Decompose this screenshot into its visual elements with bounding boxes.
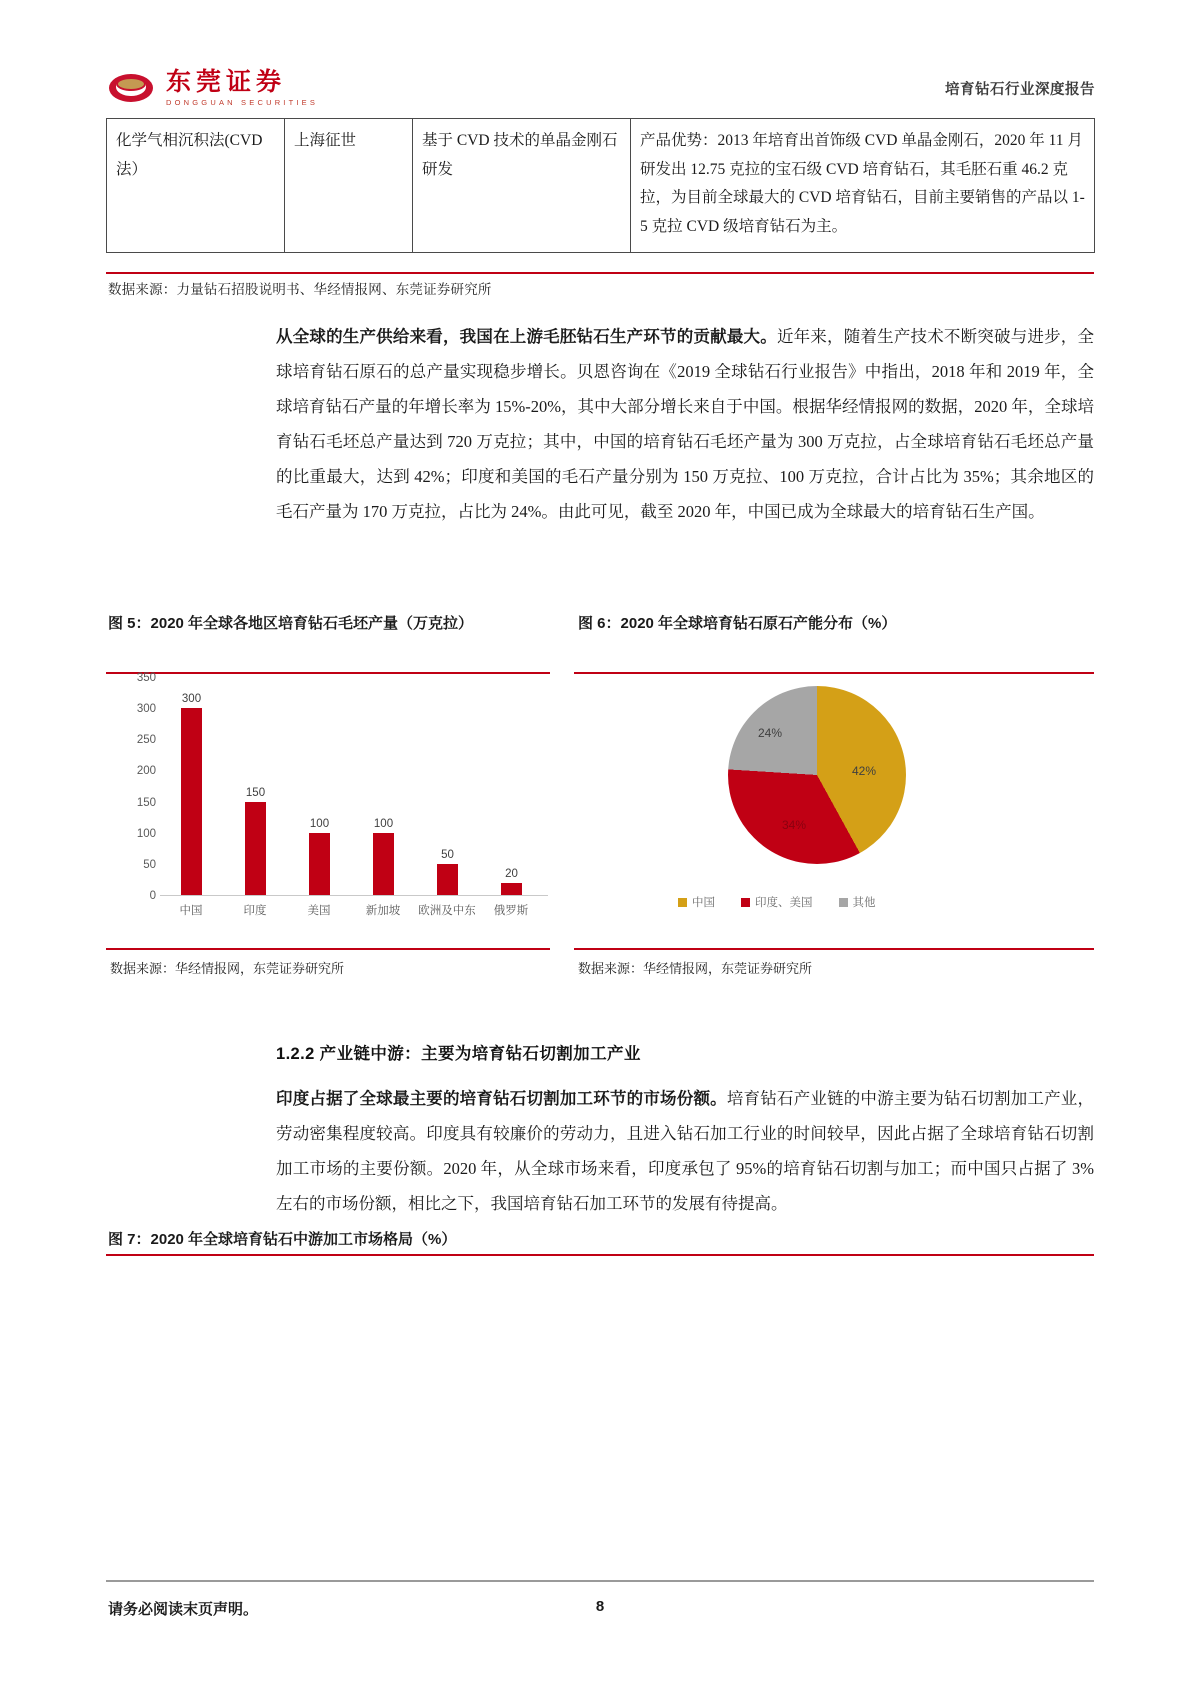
logo-text: [166, 70, 318, 107]
main-paragraph: [276, 320, 1094, 530]
legend-swatch-icon: [839, 898, 848, 907]
bar-column: [181, 678, 202, 895]
bar-column: [501, 678, 522, 895]
bar-column: [373, 678, 394, 895]
x-tick-label: 新加坡: [365, 905, 401, 917]
page-header: [105, 62, 1095, 114]
page-number: 8: [595, 1598, 605, 1615]
legend-item-other: [839, 894, 876, 910]
cvd-table: [106, 118, 1095, 253]
legend-item-india-us: [741, 894, 813, 910]
section-paragraph-lead: 印度占据了全球最主要的培育钻石切割加工环节的市场份额。: [276, 1089, 727, 1108]
table-bottom-rule: [106, 272, 1094, 274]
bar-column: [437, 678, 458, 895]
figure6-caption: 图 6：2020 年全球培育钻石原石产能分布（%）: [578, 615, 897, 632]
pie-slice-label-india-us: 34%: [782, 818, 807, 832]
figure7-rule: [106, 1254, 1094, 1256]
figure5-caption: 图 5：2020 年全球各地区培育钻石毛坯产量（万克拉）: [108, 615, 474, 632]
y-tick: 150: [136, 796, 156, 809]
section-heading: 1.2.2 产业链中游：主要为培育钻石切割加工产业: [276, 1045, 641, 1063]
bar-value-label: 20: [505, 867, 518, 880]
bar: [373, 833, 394, 895]
x-tick-label: 美国: [307, 905, 331, 917]
x-tick-label: 印度: [243, 905, 267, 917]
legend-swatch-icon: [741, 898, 750, 907]
bar: [501, 883, 522, 896]
figure7-caption: 图 7：2020 年全球培育钻石中游加工市场格局（%）: [108, 1231, 457, 1248]
logo-chinese-name: 东莞证券: [166, 68, 287, 96]
y-tick: 50: [143, 858, 156, 871]
pie-slice-label-china: 42%: [852, 764, 877, 778]
x-tick-label: 中国: [179, 905, 203, 917]
table-row: [107, 119, 1095, 253]
legend-swatch-icon: [678, 898, 687, 907]
pie-slice-label-other: 24%: [758, 726, 783, 740]
paragraph-lead: 从全球的生产供给来看，我国在上游毛胚钻石生产环节的贡献最大。: [276, 327, 777, 346]
logo-english-name: DONGGUAN SECURITIES: [166, 97, 319, 107]
report-title: 培育钻石行业深度报告: [945, 81, 1095, 98]
logo-mark-icon: [105, 70, 157, 106]
bar: [245, 802, 266, 895]
bar-value-label: 150: [245, 786, 266, 799]
x-tick-label: 欧洲及中东: [418, 905, 476, 917]
bar-chart-plot: [160, 678, 548, 896]
bar-value-label: 100: [373, 817, 394, 830]
y-tick: 100: [136, 827, 156, 840]
y-tick: 0: [149, 890, 156, 902]
legend-item-china: [678, 894, 715, 910]
y-tick: 250: [136, 734, 156, 747]
figure6-source: 数据来源：华经情报网，东莞证券研究所: [578, 961, 813, 976]
bar: [437, 864, 458, 895]
bar: [181, 708, 202, 895]
bar-value-label: 50: [441, 848, 454, 861]
figure5-source: 数据来源：华经情报网，东莞证券研究所: [110, 961, 345, 976]
y-tick: 350: [136, 672, 156, 684]
bar-column: [245, 678, 266, 895]
bar-column: [309, 678, 330, 895]
x-tick-label: 俄罗斯: [493, 905, 529, 917]
table-cell-method: 化学气相沉积法(CVD法）: [107, 119, 285, 253]
table-cell-company: 上海征世: [285, 119, 413, 253]
bar: [309, 833, 330, 895]
table-cell-advantage: 产品优势：2013 年培育出首饰级 CVD 单晶金刚石，2020 年 11 月研发出 12.75 克拉的宝石级 CVD 培育钻石，其毛胚石重 46.2 克拉，为目前全球最大的 CVD 培育钻石，目前主要销售的产品以 1-5 克拉 CVD 级培育钻石为主。: [631, 119, 1095, 253]
bar-value-label: 300: [181, 693, 202, 706]
legend-label: 其他: [852, 897, 876, 909]
section-paragraph-body: 培育钻石产业链的中游主要为钻石切割加工产业，劳动密集程度较高。印度具有较廉价的劳动力，且进入钻石加工行业的时间较早，因此占据了全球培育钻石切割加工市场的主要份额。2020 年，从全球市场来看，印度承包了 95%的培育钻石切割与加工；而中国只占据了 3%左右的市场份额，相比之下，我国培育钻石加工环节的发展有待提高。: [276, 1089, 1095, 1213]
table-cell-focus: 基于 CVD 技术的单晶金刚石研发: [413, 119, 631, 253]
bar-chart: [118, 672, 548, 923]
table-source: 数据来源：力量钻石招股说明书、华经情报网、东莞证券研究所: [108, 282, 492, 297]
footer-note: 请务必阅读末页声明。: [108, 1601, 259, 1618]
bar-value-label: 100: [309, 817, 330, 830]
legend-label: 印度、美国: [755, 897, 813, 909]
company-logo: [105, 70, 318, 107]
legend-label: 中国: [692, 897, 715, 909]
pie-circle: [728, 686, 906, 864]
paragraph-body: 近年来，随着生产技术不断突破与进步，全球培育钻石原石的总产量实现稳步增长。贝恩咨询在《2019 全球钻石行业报告》中指出，2018 年和 2019 年，全球培育钻石产量的年增长率为 15%-20%，其中大部分增长来自于中国。根据华经情报网的数据，2020 年，全球培育钻石毛坯总产量达到 720 万克拉；其中，中国的培育钻石毛坯产量为 300 万克拉，占全球培育钻石毛坯总产量的比重最大，达到 42%；印度和美国的毛石产量分别为 150 万克拉、100 万克拉，合计占比为 35%；其余地区的毛石产量为 170 万克拉，占比为 24%。由此可见，截至 2020 年，中国已成为全球最大的培育钻石生产国。: [276, 327, 1095, 521]
pie-legend: [678, 894, 876, 910]
pie-chart: [600, 678, 1020, 923]
section-paragraph: [276, 1082, 1094, 1222]
y-tick: 300: [136, 703, 156, 716]
footer-divider: [106, 1580, 1094, 1582]
bar-chart-y-axis: [118, 672, 156, 902]
y-tick: 200: [136, 765, 156, 778]
